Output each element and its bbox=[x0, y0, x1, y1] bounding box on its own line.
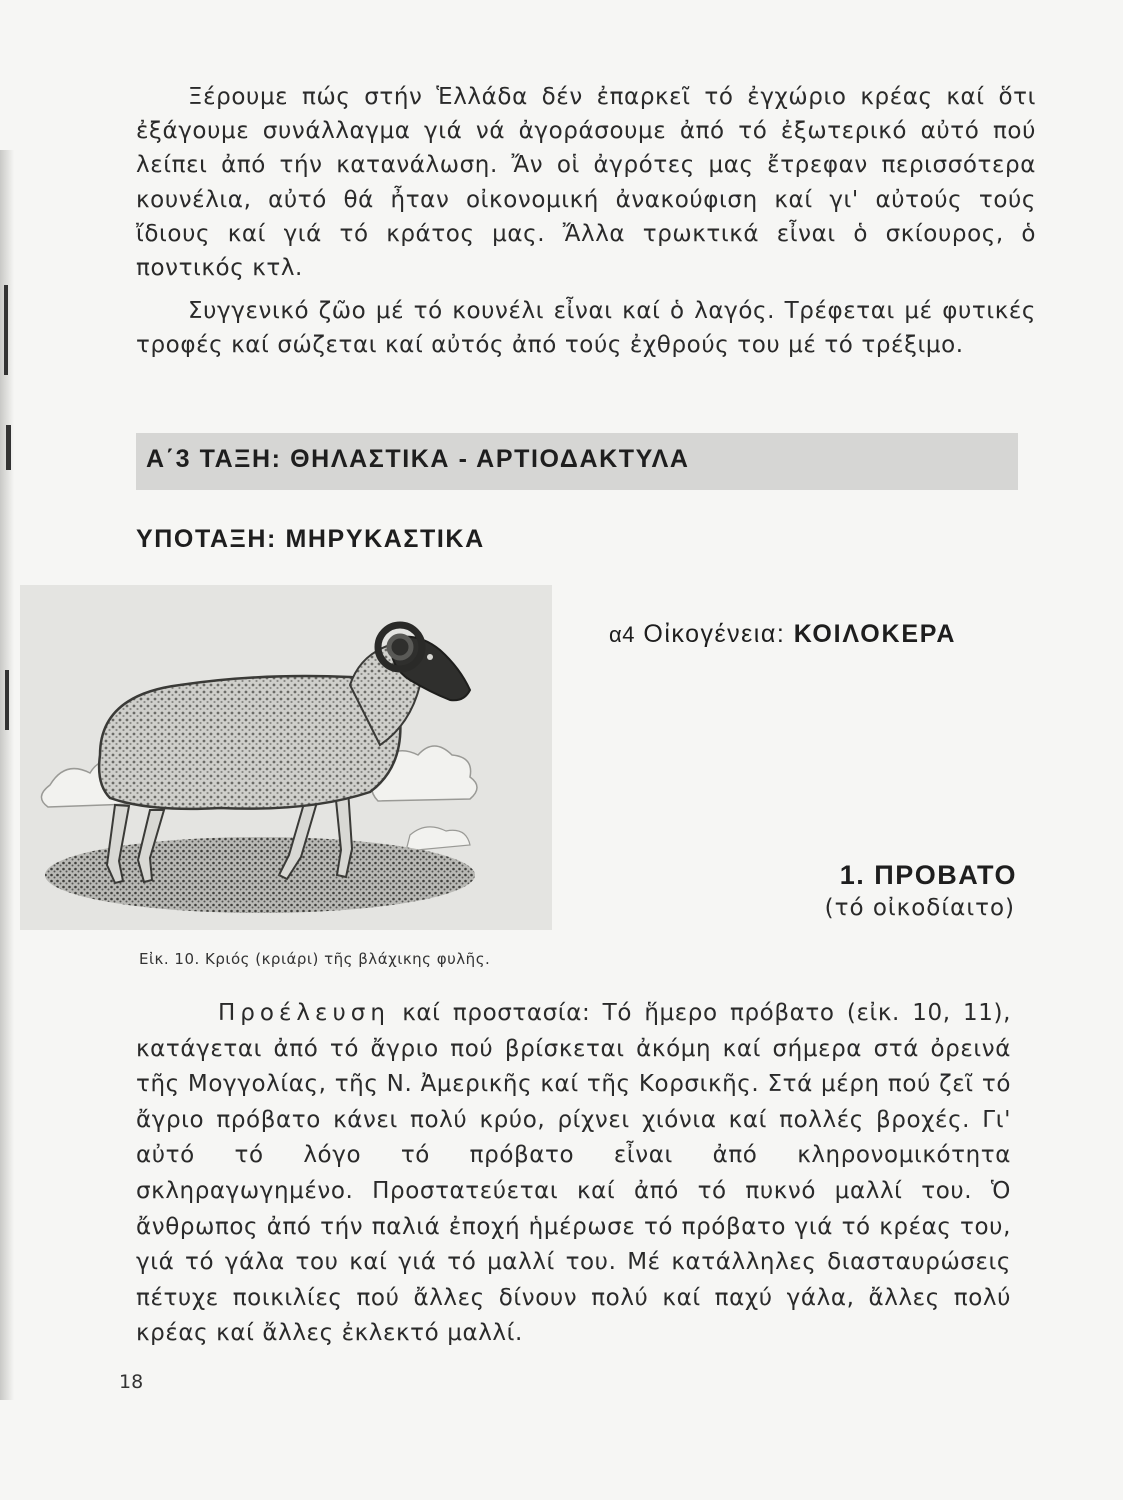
species-subtitle: (τό οἰκοδίαιτο) bbox=[824, 895, 1015, 921]
paragraph-rabbits-economy: Ξέρουμε πώς στήν Ἑλλάδα δέν ἐπαρκεῖ τό ἐγχώριο κρέας καί ὅτι ἐξάγουμε συνάλλαγμα γιά νά ἀγοράσουμε ἀπό τό ἐξωτερικό αὐτό πού λείπει ἀπό τήν κατανάλωση. Ἄν οἱ ἀγρότες μας ἔτρεφαν περισσότερα κουνέλια, αὐτό θά ἦταν οἰκονομική ἀνακούφιση καί γι' αὐτούς τούς ἴδιους καί γιά τό κράτος μας. Ἄλλα τρωκτικά εἶναι ὁ σκίουρος, ὁ ποντικός κτλ. bbox=[136, 84, 1036, 282]
family-name: ΚΟΙΛΟΚΕΡΑ bbox=[793, 620, 957, 648]
paragraph-hare: Συγγενικό ζῶο μέ τό κουνέλι εἶναι καί ὁ λαγός. Τρέφεται μέ φυτικές τροφές καί σώζεται καί αὐτός ἀπό τούς ἐχθρούς του μέ τό τρέξιμο. bbox=[136, 298, 1036, 359]
paragraph-body: καί προστασία: Τό ἥμερο πρόβατο (εἰκ. 10, 11), κατάγεται ἀπό τό ἄγριο πού βρίσκεται ἀκόμη καί σήμερα στά ὀρεινά τῆς Μογγολίας, τῆς Ν. Ἀμερικῆς καί τῆς Κορσικῆς. Στά μέρη πού ζεῖ τό ἄγριο πρόβατο κάνει πολύ κρύο, ρίχνει χιόνια καί πολλές βροχές. Γι' αὐτό τό λόγο τό πρόβατο εἶναι ἀπό κληρονομικότητα σκληραγωγημένο. Προστατεύεται καί ἀπό τό πυκνό μαλλί του. Ὁ ἄνθρωπος ἀπό τήν παλιά ἐποχή ἡμέρωσε τό πρόβατο γιά τό κρέας του, γιά τό γάλα του καί γιά τό μαλλί του. Μέ κατάλληλες διασταυρώσεις πέτυχε ποικιλίες πού ἄλλες δίνουν πολύ καί παχύ γάλα, ἄλλες πολύ κρέας καί ἄλλες ἐκλεκτό μαλλί. bbox=[136, 1000, 1011, 1347]
species-title: 1. ΠΡΟΒΑΤΟ bbox=[839, 860, 1017, 890]
scan-mark bbox=[6, 425, 11, 470]
page-number: 18 bbox=[119, 1371, 144, 1393]
family-label: Οἰκογένεια: bbox=[643, 620, 786, 648]
scan-mark bbox=[4, 285, 8, 375]
paragraph-origin-protection bbox=[136, 996, 1011, 1352]
family-prefix: α4 bbox=[609, 622, 635, 647]
family-heading bbox=[609, 620, 956, 649]
paragraph-lead-word: Προέλευση bbox=[218, 1000, 390, 1026]
order-heading: Α΄3 ΤΑΞΗ: ΘΗΛΑΣΤΙΚΑ - ΑΡΤΙΟΔΑΚΤΥΛΑ bbox=[146, 445, 690, 473]
scan-mark bbox=[5, 670, 9, 730]
suborder-heading: ΥΠΟΤΑΞΗ: ΜΗΡΥΚΑΣΤΙΚΑ bbox=[136, 525, 485, 553]
ram-drawing bbox=[20, 585, 552, 930]
ram-illustration bbox=[20, 585, 552, 930]
figure-caption: Εἰκ. 10. Κριός (κριάρι) τῆς βλάχικης φυλῆς. bbox=[139, 950, 491, 968]
